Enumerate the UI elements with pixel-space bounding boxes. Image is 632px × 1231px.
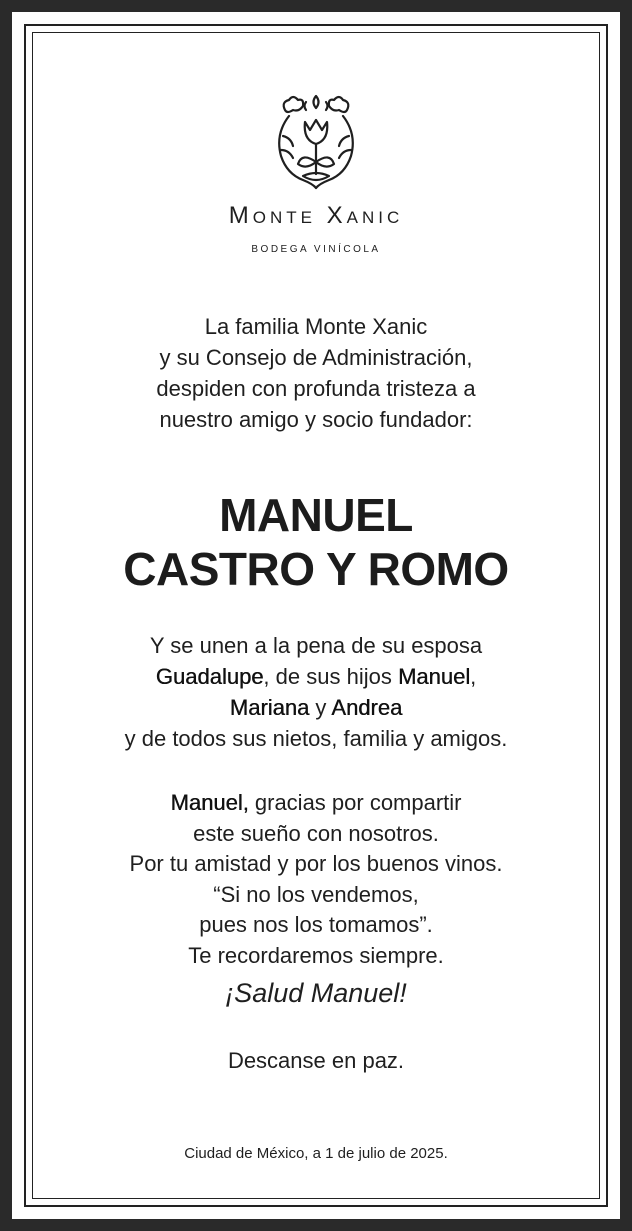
wife-name: Guadalupe	[155, 664, 264, 689]
family-line: Y se unen a la pena de su esposa	[149, 633, 483, 658]
intro-line: despiden con profunda tristeza a	[156, 376, 476, 401]
family-text: y	[309, 695, 332, 720]
message-text: gracias por compartir	[248, 790, 462, 815]
place-and-date: Ciudad de México, a 1 de julio de 2025.	[184, 1145, 448, 1162]
message-name: Manuel,	[170, 790, 249, 815]
tulip-crest-icon	[271, 92, 361, 192]
tribute-message	[12, 788, 620, 971]
rest-in-peace: Descanse en paz.	[227, 1048, 405, 1073]
daughter-name: Andrea	[331, 695, 403, 720]
message-line: pues nos los tomamos”.	[199, 912, 433, 937]
son-name: Manuel	[397, 664, 471, 689]
message-line: Por tu amistad y por los buenos vinos.	[129, 851, 503, 876]
deceased-surname: CASTRO Y ROMO	[123, 543, 509, 595]
family-paragraph	[12, 630, 620, 754]
message-line: “Si no los vendemos,	[213, 881, 419, 907]
family-line: y de todos sus nietos, familia y amigos.	[124, 726, 508, 751]
family-line	[12, 661, 620, 692]
intro-line: nuestro amigo y socio fundador:	[159, 407, 473, 432]
message-line: este sueño con nosotros.	[193, 820, 439, 846]
family-text: , de sus hijos	[263, 664, 398, 689]
daughter-name: Mariana	[229, 695, 310, 720]
salud-line: ¡Salud Manuel!	[225, 978, 407, 1008]
brand-name: Monte Xanic	[228, 202, 404, 229]
family-text: ,	[470, 664, 477, 689]
deceased-name	[12, 488, 620, 596]
intro-line: y su Consejo de Administración,	[159, 345, 473, 370]
message-line	[12, 788, 620, 819]
intro-paragraph	[12, 311, 620, 435]
brand-logo	[12, 92, 620, 192]
family-line	[12, 692, 620, 723]
brand-subtitle: BODEGA VINÍCOLA	[251, 244, 381, 255]
deceased-first-name: MANUEL	[219, 489, 413, 541]
intro-line: La familia Monte Xanic	[204, 314, 428, 339]
obituary-card	[12, 12, 620, 1219]
message-line: Te recordaremos siempre.	[188, 942, 444, 968]
